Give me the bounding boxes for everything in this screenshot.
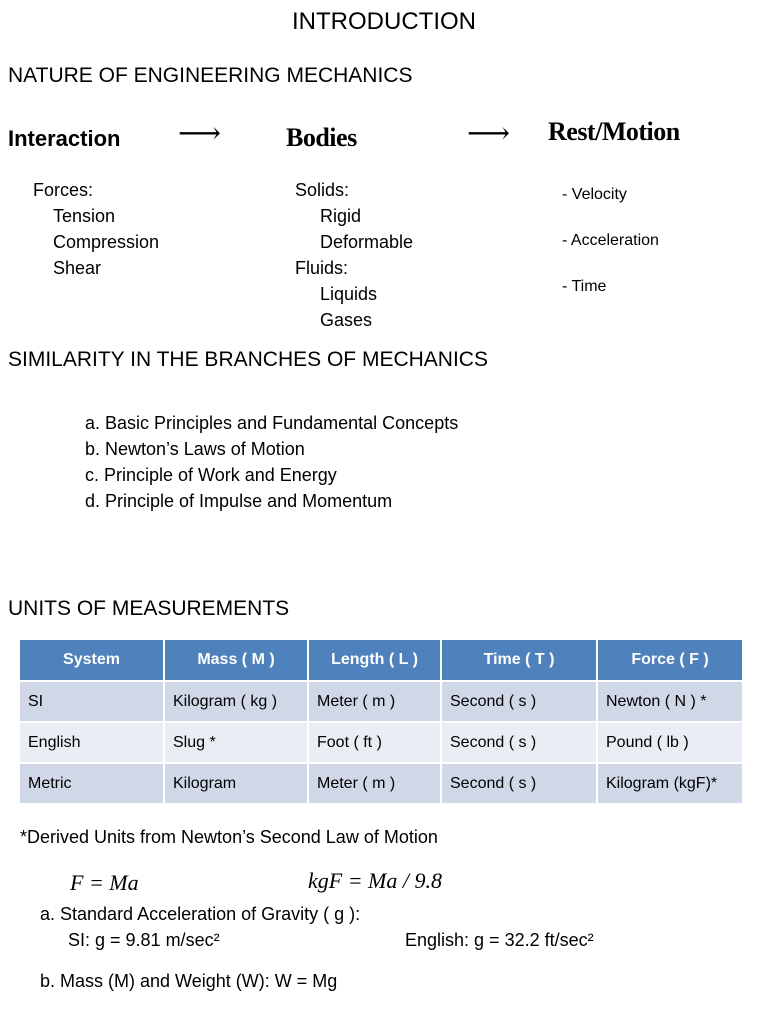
table-row xyxy=(20,763,742,803)
motion-item-velocity: - Velocity xyxy=(562,186,627,203)
table-cell: SI xyxy=(20,681,164,722)
list-item: b. Newton’s Laws of Motion xyxy=(85,439,305,459)
similarity-heading: SIMILARITY IN THE BRANCHES OF MECHANICS xyxy=(8,348,488,371)
solids-title: Solids: xyxy=(295,180,350,200)
table-header-row xyxy=(20,640,742,681)
arrow-right-icon: ⟶ xyxy=(467,116,511,151)
bodies-label: Bodies xyxy=(286,123,357,152)
interaction-label: Interaction xyxy=(8,126,121,151)
motion-item-time: - Time xyxy=(562,278,607,295)
gravity-si: SI: g = 9.81 m/sec² xyxy=(68,930,220,950)
table-cell: Kilogram xyxy=(164,763,308,803)
list-item: d. Principle of Impulse and Momentum xyxy=(85,491,393,511)
list-item: Shear xyxy=(53,258,102,278)
table-cell: Newton ( N ) * xyxy=(597,681,742,722)
arrow-right-icon: ⟶ xyxy=(178,116,222,151)
table-cell: Second ( s ) xyxy=(441,763,597,803)
bodies-list xyxy=(295,177,413,333)
gravity-english: English: g = 32.2 ft/sec² xyxy=(405,930,594,950)
table-cell: Second ( s ) xyxy=(441,681,597,722)
column-header: Mass ( M ) xyxy=(164,640,308,681)
motion-item-acceleration: - Acceleration xyxy=(562,232,659,249)
list-item: Liquids xyxy=(320,284,378,304)
list-item: Deformable xyxy=(320,232,414,252)
column-header: Time ( T ) xyxy=(441,640,597,681)
gravity-title: a. Standard Acceleration of Gravity ( g ): xyxy=(40,904,361,924)
table-row xyxy=(20,681,742,722)
table-cell: Kilogram (kgF)* xyxy=(597,763,742,803)
forces-title: Forces: xyxy=(33,180,94,200)
table-cell: Slug * xyxy=(164,722,308,763)
list-item: Rigid xyxy=(320,206,362,226)
column-header: System xyxy=(20,640,164,681)
list-item: Compression xyxy=(53,232,160,252)
table-cell: Meter ( m ) xyxy=(308,681,441,722)
equation-newton: F = Ma xyxy=(70,870,139,895)
list-item: c. Principle of Work and Energy xyxy=(85,465,337,485)
forces-list xyxy=(33,177,159,281)
page-title: INTRODUCTION xyxy=(292,8,476,35)
units-table xyxy=(20,640,742,803)
table-cell: Second ( s ) xyxy=(441,722,597,763)
list-item: a. Basic Principles and Fundamental Concepts xyxy=(85,413,459,433)
table-row xyxy=(20,722,742,763)
mass-weight-item: b. Mass (M) and Weight (W): W = Mg xyxy=(40,971,338,991)
fluids-title: Fluids: xyxy=(295,258,349,278)
units-heading: UNITS OF MEASUREMENTS xyxy=(8,597,290,620)
table-cell: Metric xyxy=(20,763,164,803)
rest-motion-label: Rest/Motion xyxy=(548,117,680,146)
table-cell: Foot ( ft ) xyxy=(308,722,441,763)
column-header: Length ( L ) xyxy=(308,640,441,681)
footnote: *Derived Units from Newton’s Second Law of Motion xyxy=(20,827,438,847)
table-cell: Meter ( m ) xyxy=(308,763,441,803)
column-header: Force ( F ) xyxy=(597,640,742,681)
list-item: Tension xyxy=(53,206,116,226)
similarity-list xyxy=(85,410,458,514)
table-cell: Pound ( lb ) xyxy=(597,722,742,763)
table-cell: English xyxy=(20,722,164,763)
table-cell: Kilogram ( kg ) xyxy=(164,681,308,722)
equation-kgf: kgF = Ma / 9.8 xyxy=(308,868,442,893)
list-item: Gases xyxy=(320,310,373,330)
nature-heading: NATURE OF ENGINEERING MECHANICS xyxy=(8,64,413,87)
